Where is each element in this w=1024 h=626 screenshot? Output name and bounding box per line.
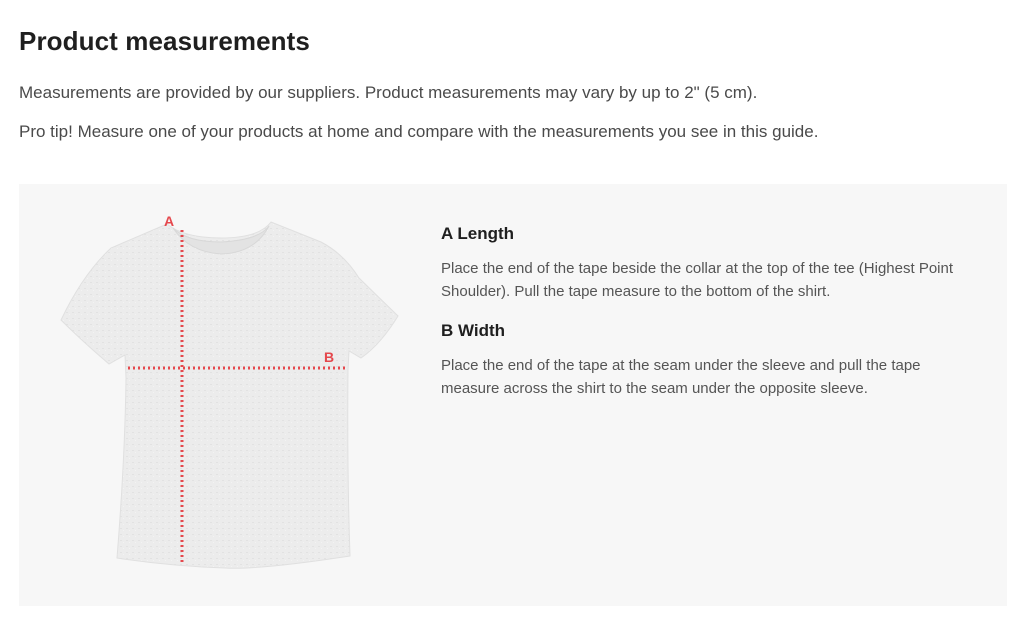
intro-text: Measurements are provided by our suppliers. Product measurements may vary by up to 2" (5 cm). [19, 83, 758, 102]
page-title: Product measurements [19, 26, 310, 56]
pro-tip-text: Pro tip! Measure one of your products at home and compare with the measurements you see in this guide. [19, 122, 819, 141]
marker-a-label: A [164, 213, 175, 229]
tshirt-diagram [59, 208, 405, 572]
length-description: Place the end of the tape beside the collar at the top of the tee (Highest Point Shoulder). Pull the tape measure to the bottom of the shirt. [441, 260, 954, 300]
length-heading: A Length [441, 224, 515, 243]
tshirt-svg [59, 208, 405, 572]
measurement-guide-panel [19, 184, 1007, 606]
width-heading: B Width [441, 321, 506, 340]
tshirt-icon [61, 222, 398, 568]
width-description: Place the end of the tape at the seam under the sleeve and pull the tape measure across the shirt to the seam under the opposite sleeve. [441, 357, 921, 397]
measurement-instructions [441, 224, 971, 400]
marker-b-label: B [324, 349, 335, 365]
